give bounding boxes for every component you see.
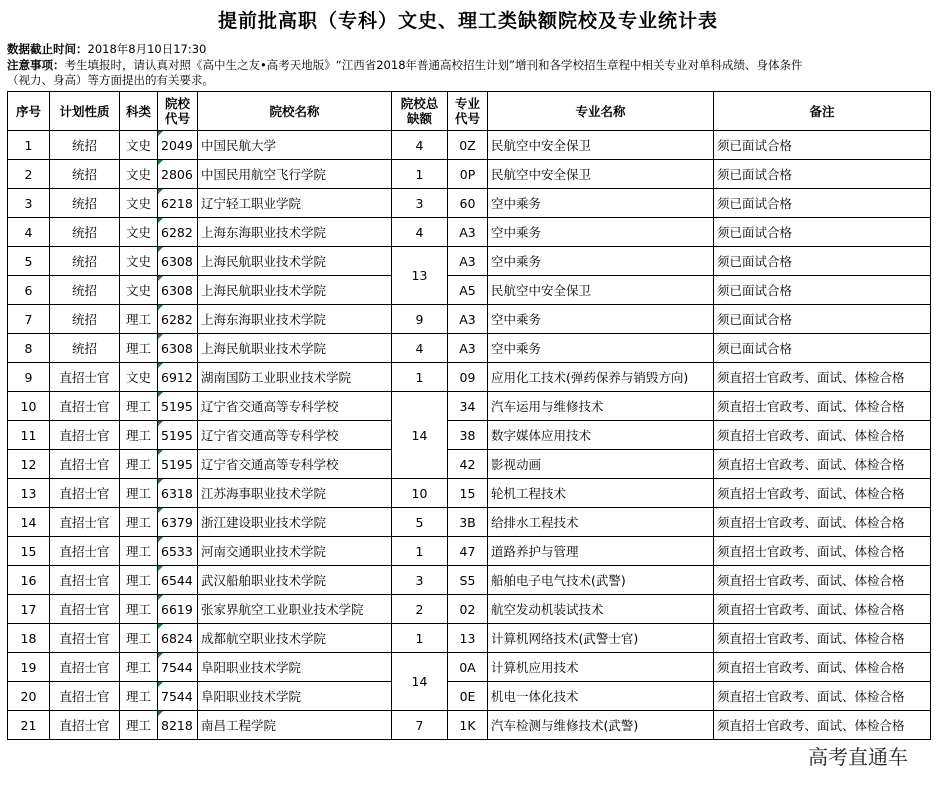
page-title: 提前批高职（专科）文史、理工类缺额院校及专业统计表 [217, 10, 718, 32]
cell-major-code: 42 [448, 450, 488, 479]
table-row [8, 711, 931, 740]
cell-school-name: 上海民航职业技术学院 [198, 276, 392, 305]
cell-seq: 8 [8, 334, 50, 363]
cell-total-gap: 9 [392, 305, 448, 334]
table-row [8, 537, 931, 566]
cell-major-name: 空中乘务 [488, 218, 714, 247]
table-row [8, 276, 931, 305]
cell-remark: 须直招士官政考、面试、体检合格 [714, 508, 931, 537]
cell-subject: 理工 [120, 566, 158, 595]
cell-school-code: 6379 [158, 508, 198, 537]
cell-seq: 16 [8, 566, 50, 595]
cell-major-name: 民航空中安全保卫 [488, 276, 714, 305]
cell-remark: 须直招士官政考、面试、体检合格 [714, 479, 931, 508]
header-plan: 计划性质 [50, 92, 120, 131]
cell-plan: 直招士官 [50, 363, 120, 392]
cell-plan: 直招士官 [50, 537, 120, 566]
cell-plan: 统招 [50, 160, 120, 189]
table-row [8, 131, 931, 160]
cell-major-code: 15 [448, 479, 488, 508]
cell-remark: 须直招士官政考、面试、体检合格 [714, 711, 931, 740]
cell-subject: 理工 [120, 624, 158, 653]
cell-school-code: 6619 [158, 595, 198, 624]
cell-plan: 直招士官 [50, 450, 120, 479]
cell-school-code: 5195 [158, 450, 198, 479]
cell-school-code: 7544 [158, 682, 198, 711]
cell-total-gap: 5 [392, 508, 448, 537]
table-row [8, 508, 931, 537]
cell-plan: 统招 [50, 218, 120, 247]
cell-school-name: 上海东海职业技术学院 [198, 305, 392, 334]
cell-subject: 理工 [120, 653, 158, 682]
cell-school-name: 上海民航职业技术学院 [198, 247, 392, 276]
cell-plan: 直招士官 [50, 624, 120, 653]
cell-total-gap: 4 [392, 218, 448, 247]
cell-major-name: 空中乘务 [488, 334, 714, 363]
cell-major-code: 13 [448, 624, 488, 653]
cell-major-name: 轮机工程技术 [488, 479, 714, 508]
deadline-label: 数据截止时间： [7, 42, 88, 56]
cell-seq: 14 [8, 508, 50, 537]
vacancy-table [7, 91, 931, 740]
cell-school-code: 5195 [158, 392, 198, 421]
cell-school-name: 辽宁省交通高等专科学校 [198, 450, 392, 479]
cell-school-name: 河南交通职业技术学院 [198, 537, 392, 566]
table-row [8, 305, 931, 334]
cell-remark: 须已面试合格 [714, 247, 931, 276]
table-row [8, 218, 931, 247]
cell-major-name: 汽车运用与维修技术 [488, 392, 714, 421]
cell-plan: 统招 [50, 305, 120, 334]
cell-school-name: 辽宁省交通高等专科学校 [198, 392, 392, 421]
cell-plan: 统招 [50, 334, 120, 363]
cell-major-name: 应用化工技术(弹药保养与销毁方向) [488, 363, 714, 392]
cell-remark: 须直招士官政考、面试、体检合格 [714, 682, 931, 711]
cell-school-code: 6308 [158, 276, 198, 305]
cell-total-gap: 1 [392, 160, 448, 189]
cell-total-gap: 1 [392, 363, 448, 392]
cell-school-code: 6533 [158, 537, 198, 566]
cell-school-name: 浙江建设职业技术学院 [198, 508, 392, 537]
cell-total-gap: 14 [392, 653, 448, 711]
cell-seq: 9 [8, 363, 50, 392]
cell-major-name: 空中乘务 [488, 189, 714, 218]
cell-school-code: 8218 [158, 711, 198, 740]
cell-school-name: 上海民航职业技术学院 [198, 334, 392, 363]
cell-major-name: 影视动画 [488, 450, 714, 479]
cell-plan: 统招 [50, 189, 120, 218]
cell-seq: 10 [8, 392, 50, 421]
cell-subject: 理工 [120, 305, 158, 334]
cell-plan: 统招 [50, 276, 120, 305]
table-row [8, 334, 931, 363]
cell-seq: 17 [8, 595, 50, 624]
cell-school-code: 6318 [158, 479, 198, 508]
cell-major-code: 02 [448, 595, 488, 624]
table-row [8, 479, 931, 508]
header-subject: 科类 [120, 92, 158, 131]
header-seq: 序号 [8, 92, 50, 131]
cell-subject: 理工 [120, 392, 158, 421]
cell-major-code: 3B [448, 508, 488, 537]
cell-plan: 统招 [50, 247, 120, 276]
cell-major-code: A3 [448, 218, 488, 247]
cell-remark: 须直招士官政考、面试、体检合格 [714, 624, 931, 653]
cell-major-name: 计算机应用技术 [488, 653, 714, 682]
cell-subject: 文史 [120, 276, 158, 305]
cell-subject: 文史 [120, 160, 158, 189]
cell-plan: 直招士官 [50, 392, 120, 421]
cell-subject: 理工 [120, 595, 158, 624]
table-row [8, 595, 931, 624]
cell-subject: 理工 [120, 421, 158, 450]
cell-school-name: 中国民航大学 [198, 131, 392, 160]
table-row [8, 450, 931, 479]
cell-school-name: 江苏海事职业技术学院 [198, 479, 392, 508]
cell-seq: 1 [8, 131, 50, 160]
cell-remark: 须已面试合格 [714, 305, 931, 334]
cell-total-gap: 4 [392, 131, 448, 160]
cell-plan: 直招士官 [50, 421, 120, 450]
header-school-name: 院校名称 [198, 92, 392, 131]
cell-subject: 文史 [120, 363, 158, 392]
cell-plan: 直招士官 [50, 653, 120, 682]
cell-major-code: 38 [448, 421, 488, 450]
notice-label: 注意事项： [7, 58, 65, 72]
cell-major-code: S5 [448, 566, 488, 595]
cell-school-name: 上海东海职业技术学院 [198, 218, 392, 247]
cell-subject: 理工 [120, 479, 158, 508]
cell-major-name: 计算机网络技术(武警士官) [488, 624, 714, 653]
cell-school-code: 5195 [158, 421, 198, 450]
cell-plan: 直招士官 [50, 479, 120, 508]
table-row [8, 160, 931, 189]
cell-major-code: 09 [448, 363, 488, 392]
cell-seq: 2 [8, 160, 50, 189]
table-header-row [8, 92, 931, 131]
cell-major-name: 给排水工程技术 [488, 508, 714, 537]
cell-major-code: 47 [448, 537, 488, 566]
cell-seq: 19 [8, 653, 50, 682]
header-total-gap: 院校总缺额 [392, 92, 448, 131]
table-row [8, 682, 931, 711]
cell-major-name: 机电一体化技术 [488, 682, 714, 711]
cell-remark: 须已面试合格 [714, 160, 931, 189]
cell-major-code: A3 [448, 305, 488, 334]
cell-major-name: 民航空中安全保卫 [488, 131, 714, 160]
cell-seq: 7 [8, 305, 50, 334]
cell-school-code: 7544 [158, 653, 198, 682]
cell-major-name: 空中乘务 [488, 305, 714, 334]
cell-major-name: 航空发动机装试技术 [488, 595, 714, 624]
cell-seq: 6 [8, 276, 50, 305]
cell-total-gap: 3 [392, 566, 448, 595]
cell-major-code: 34 [448, 392, 488, 421]
cell-plan: 直招士官 [50, 566, 120, 595]
cell-subject: 理工 [120, 450, 158, 479]
cell-subject: 文史 [120, 218, 158, 247]
deadline-value: 2018年8月10日17:30 [87, 42, 207, 56]
table-row [8, 624, 931, 653]
cell-major-code: 60 [448, 189, 488, 218]
cell-seq: 3 [8, 189, 50, 218]
table-row [8, 247, 931, 276]
table-row [8, 653, 931, 682]
cell-school-code: 6912 [158, 363, 198, 392]
table-row [8, 421, 931, 450]
cell-school-name: 张家界航空工业职业技术学院 [198, 595, 392, 624]
cell-school-code: 2049 [158, 131, 198, 160]
cell-school-code: 6308 [158, 247, 198, 276]
cell-seq: 21 [8, 711, 50, 740]
cell-seq: 4 [8, 218, 50, 247]
cell-school-code: 2806 [158, 160, 198, 189]
cell-remark: 须直招士官政考、面试、体检合格 [714, 450, 931, 479]
cell-total-gap: 3 [392, 189, 448, 218]
cell-school-name: 南昌工程学院 [198, 711, 392, 740]
table-row [8, 189, 931, 218]
cell-seq: 20 [8, 682, 50, 711]
cell-plan: 直招士官 [50, 508, 120, 537]
cell-major-code: A3 [448, 334, 488, 363]
cell-total-gap: 1 [392, 624, 448, 653]
notice-line [7, 57, 802, 73]
cell-subject: 理工 [120, 537, 158, 566]
cell-school-name: 阜阳职业技术学院 [198, 682, 392, 711]
cell-major-name: 数字媒体应用技术 [488, 421, 714, 450]
cell-major-code: A5 [448, 276, 488, 305]
cell-school-code: 6218 [158, 189, 198, 218]
cell-total-gap: 13 [392, 247, 448, 305]
cell-seq: 5 [8, 247, 50, 276]
cell-major-name: 空中乘务 [488, 247, 714, 276]
cell-total-gap: 1 [392, 537, 448, 566]
table-body [8, 131, 931, 740]
cell-remark: 须直招士官政考、面试、体检合格 [714, 537, 931, 566]
cell-school-name: 湖南国防工业职业技术学院 [198, 363, 392, 392]
notice-text-1: 考生填报时，请认真对照《高中生之友•高考天地版》“江西省2018年普通高校招生计划”增刊和各学校招生章程中相关专业对单科成绩、身体条件 [64, 58, 803, 72]
cell-remark: 须直招士官政考、面试、体检合格 [714, 653, 931, 682]
cell-remark: 须已面试合格 [714, 276, 931, 305]
cell-subject: 理工 [120, 682, 158, 711]
cell-major-name: 船舶电子电气技术(武警) [488, 566, 714, 595]
table-row [8, 363, 931, 392]
cell-major-code: 0P [448, 160, 488, 189]
cell-seq: 12 [8, 450, 50, 479]
table-row [8, 392, 931, 421]
cell-remark: 须直招士官政考、面试、体检合格 [714, 595, 931, 624]
cell-school-name: 成都航空职业技术学院 [198, 624, 392, 653]
cell-school-name: 阜阳职业技术学院 [198, 653, 392, 682]
cell-subject: 文史 [120, 189, 158, 218]
cell-major-code: 1K [448, 711, 488, 740]
cell-major-code: 0E [448, 682, 488, 711]
cell-subject: 文史 [120, 247, 158, 276]
cell-major-name: 汽车检测与维修技术(武警) [488, 711, 714, 740]
cell-school-code: 6308 [158, 334, 198, 363]
cell-major-code: A3 [448, 247, 488, 276]
cell-remark: 须已面试合格 [714, 189, 931, 218]
cell-school-name: 武汉船舶职业技术学院 [198, 566, 392, 595]
cell-major-name: 民航空中安全保卫 [488, 160, 714, 189]
notice-text-2: （视力、身高）等方面提出的有关要求。 [7, 73, 214, 87]
cell-school-code: 6544 [158, 566, 198, 595]
cell-remark: 须已面试合格 [714, 334, 931, 363]
cell-plan: 直招士官 [50, 711, 120, 740]
cell-plan: 直招士官 [50, 682, 120, 711]
cell-remark: 须直招士官政考、面试、体检合格 [714, 363, 931, 392]
cell-major-code: 0Z [448, 131, 488, 160]
cell-total-gap: 2 [392, 595, 448, 624]
header-major-code: 专业代号 [448, 92, 488, 131]
watermark: 高考直通车 [808, 745, 908, 769]
cell-major-code: 0A [448, 653, 488, 682]
cell-seq: 13 [8, 479, 50, 508]
cell-subject: 理工 [120, 334, 158, 363]
cell-plan: 统招 [50, 131, 120, 160]
cell-remark: 须已面试合格 [714, 218, 931, 247]
cell-remark: 须直招士官政考、面试、体检合格 [714, 421, 931, 450]
cell-total-gap: 10 [392, 479, 448, 508]
deadline-line [7, 41, 206, 57]
cell-subject: 文史 [120, 131, 158, 160]
header-major-name: 专业名称 [488, 92, 714, 131]
cell-total-gap: 4 [392, 334, 448, 363]
cell-school-code: 6282 [158, 305, 198, 334]
cell-school-name: 辽宁省交通高等专科学校 [198, 421, 392, 450]
cell-subject: 理工 [120, 508, 158, 537]
notice-line-2 [7, 72, 214, 88]
cell-total-gap: 14 [392, 392, 448, 479]
header-school-code: 院校代号 [158, 92, 198, 131]
cell-remark: 须直招士官政考、面试、体检合格 [714, 566, 931, 595]
cell-school-name: 辽宁轻工职业学院 [198, 189, 392, 218]
cell-subject: 理工 [120, 711, 158, 740]
cell-seq: 15 [8, 537, 50, 566]
cell-seq: 11 [8, 421, 50, 450]
cell-remark: 须已面试合格 [714, 131, 931, 160]
cell-remark: 须直招士官政考、面试、体检合格 [714, 392, 931, 421]
cell-seq: 18 [8, 624, 50, 653]
header-remark: 备注 [714, 92, 931, 131]
cell-school-code: 6282 [158, 218, 198, 247]
cell-school-name: 中国民用航空飞行学院 [198, 160, 392, 189]
cell-total-gap: 7 [392, 711, 448, 740]
cell-plan: 直招士官 [50, 595, 120, 624]
table-row [8, 566, 931, 595]
cell-major-name: 道路养护与管理 [488, 537, 714, 566]
cell-school-code: 6824 [158, 624, 198, 653]
